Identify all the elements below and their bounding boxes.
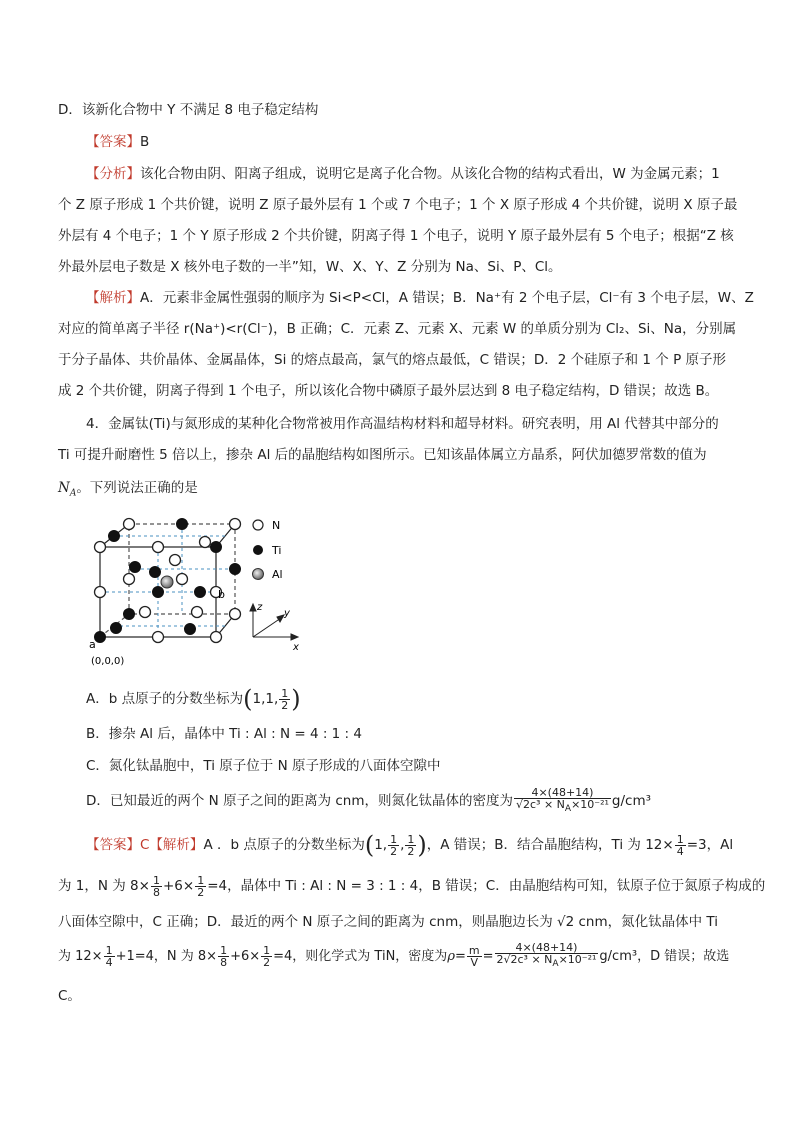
axis-z: z [257,602,263,613]
n-atom [95,542,106,553]
q3-answer [86,132,786,152]
ti-atom [130,562,141,573]
n-atom [230,519,241,530]
n-atom [124,574,135,585]
n-atom [170,555,181,566]
avogadro-symbol: N [58,480,70,496]
n-atom [211,632,222,643]
n-atom [230,609,241,620]
q4-option-b: B．掺杂 Al 后，晶体中 Ti : Al : N = 4 : 1 : 4 [86,726,362,742]
answer-tag: 【答案】 [86,134,140,150]
analysis-line-1: 【分析】该化合物由阴、阳离子组成，说明它是离子化合物。从该化合物的结构式看出，W 为金属元素；1 [86,166,720,182]
legend-n: N [272,519,281,532]
ans4-line-4: 为 12× $\frac{1}{4}$ +1=4，N 为 8× $\frac{1}{8}$ +6× $\frac{1}{2}$ =4，则化学式为 TiN，密度为ρ= $\frac{m}{V}$ = $\frac{4\times(48+14)}{2√2c^3 \times N_A\times 10^{-21}}$ g/cm³，D 错误；故选 [58,941,730,970]
explain-line-2: 对应的简单离子半径 r(Na⁺)<r(Cl⁻)，B 正确；C．元素 Z、元素 X、元素 W 的单质分别为 Cl₂、Si、Na，分别属 [58,321,737,337]
ans4-line-2: 为 1，N 为 8× $\frac{1}{8}$ +6× $\frac{1}{2}$ =4，晶体中 Ti : Al : N = 3 : 1 : 4，B 错误；C．由晶胞结构可知，钛原子位于氮原子构成的 [58,873,766,899]
legend-al: Al [272,568,283,581]
analysis-line-2: 个 Z 原子形成 1 个共价键，说明 Z 原子最外层有 1 个或 7 个电子；1 个 X 原子形成 4 个共价键，说明 X 原子最 [58,197,738,213]
axis-x: x [293,642,299,653]
label-a: a [89,638,96,651]
axis-y: y [284,608,290,619]
ti-atom [195,587,206,598]
n-atom [177,574,188,585]
n-atom [192,607,203,618]
legend-ti: Ti [272,544,282,557]
n-atom [140,607,151,618]
q4-option-d: D．已知最近的两个 N 原子之间的距离为 cnm，则氮化钛晶体的密度为 $\frac{4\times(48+14)}{√2c^3 \times N_A\times 10^{-21}}$ g/cm³ [86,785,652,815]
label-origin: (0,0,0) [91,656,125,667]
q4-line-3: $N_A$。下列说法正确的是 [58,480,198,499]
analysis-line-4: 外最外层电子数是 X 核外电子数的一半”知，W、X、Y、Z 分别为 Na、Si、P、Cl。 [58,259,562,275]
answer-value: B [140,134,150,150]
n-atom [95,587,106,598]
ti-atom [177,519,188,530]
ti-atom [150,567,161,578]
ti-atom [153,587,164,598]
analysis-line-3: 外层有 4 个电子；1 个 Y 原子形成 2 个共价键，阴离子得 1 个电子，说明 Y 原子最外层有 5 个电子；根据“Z 核 [58,228,734,244]
n-atom [200,537,211,548]
n-atom [124,519,135,530]
ans4-line-1: 【答案】C【解析】A ．b 点原子的分数坐标为(1, $\frac{1}{2}$ , $\frac{1}{2}$ )，A 错误；B．结合晶胞结构，Ti 为 12× $\frac{1}{4}$ =3，Al [86,831,734,859]
label-b: b [218,588,225,601]
explain-tag: 【解析】 [86,290,140,306]
analysis-tag: 【分析】 [86,166,140,182]
ti-atom [124,609,135,620]
al-atom [161,576,173,588]
ti-atom [185,624,196,635]
ti-atom [111,623,122,634]
explain-line-3: 于分子晶体、共价晶体、金属晶体，Si 的熔点最高，氯气的熔点最低，C 错误；D．2 个硅原子和 1 个 P 原子形 [58,352,726,368]
q4-option-c: C．氮化钛晶胞中，Ti 原子位于 N 原子形成的八面体空隙中 [86,758,441,774]
explain-line-4: 成 2 个共价键，阴离子得到 1 个电子，所以该化合物中磷原子最外层达到 8 电子稳定结构，D 错误；故选 B。 [58,383,719,399]
q3-option-d: D．该新化合物中 Y 不满足 8 电子稳定结构 [58,102,319,118]
explain-line-1: 【解析】A．元素非金属性强弱的顺序为 Si<P<Cl，A 错误；B．Na⁺有 2 个电子层，Cl⁻有 3 个电子层，W、Z [86,290,754,306]
ti-atom [230,564,241,575]
q4-line-2: Ti 可提升耐磨性 5 倍以上，掺杂 Al 后的晶胞结构如图所示。已知该晶体属立方晶系，阿伏加德罗常数的值为 [58,447,707,463]
q4-line-1: 4．金属钛(Ti)与氮形成的某种化合物常被用作高温结构材料和超导材料。研究表明，用 Al 代替其中部分的 [86,416,719,432]
ans4-line-5: C。 [58,988,81,1004]
n-atom [153,542,164,553]
q4-option-a: A．b 点原子的分数坐标为(1,1, $\frac{1}{2}$ ) [86,685,301,713]
ti-atom [109,531,120,542]
ans4-line-3: 八面体空隙中，C 正确；D．最近的两个 N 原子之间的距离为 cnm，则晶胞边长为 √2 cnm，氮化钛晶体中 Ti [58,914,718,930]
ti-atom [95,632,106,643]
crystal-cell-figure [85,512,315,672]
ti-atom [211,542,222,553]
n-atom [153,632,164,643]
